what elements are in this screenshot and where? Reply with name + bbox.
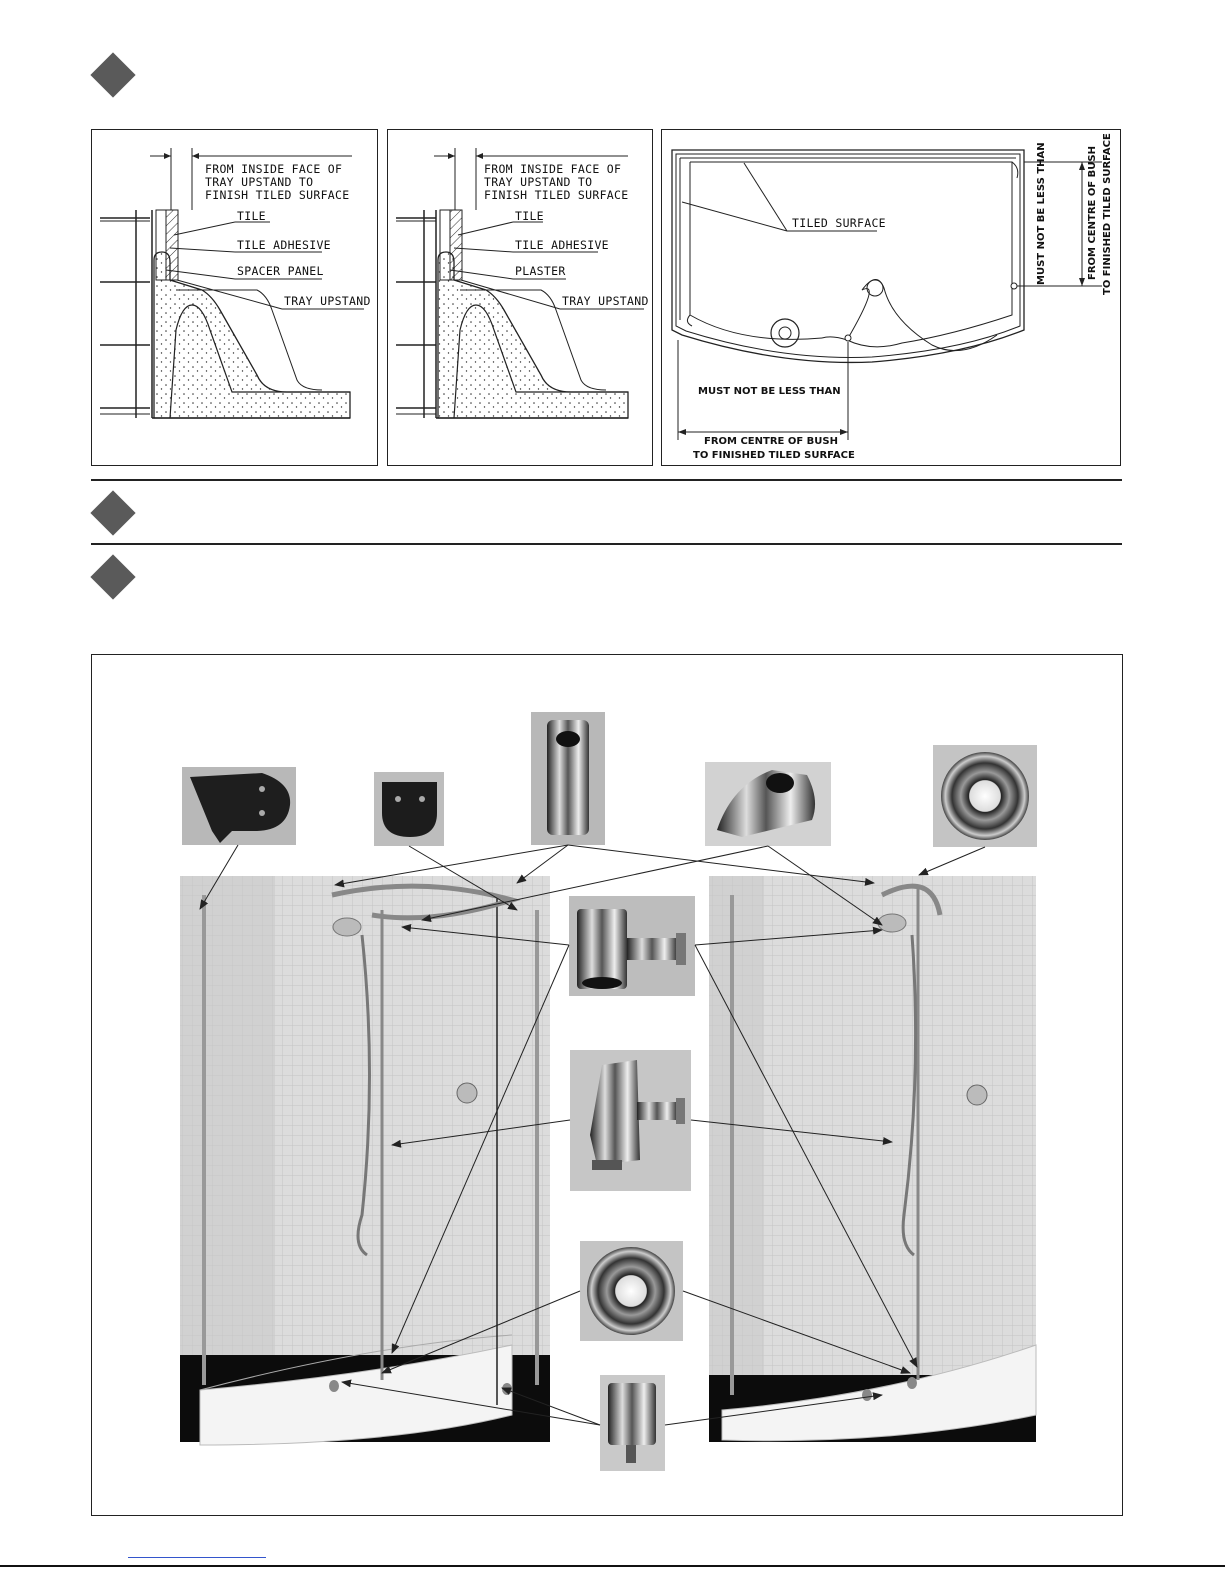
label-spacer-panel: SPACER PANEL [237, 264, 324, 278]
component-wall-bracket-flat [182, 767, 296, 845]
component-rosette-bottom [580, 1241, 683, 1341]
plan-view-diagram [661, 129, 1121, 466]
label-tile-adhesive: TILE ADHESIVE [515, 238, 609, 252]
shower-photo-right [709, 876, 1036, 1442]
section-marker-1 [90, 52, 135, 97]
dim-note-line-2: TRAY UPSTAND TO [205, 175, 314, 189]
footer-rule [0, 1565, 1225, 1567]
dim-note-line-2: TRAY UPSTAND TO [484, 175, 593, 189]
component-floor-fixing [600, 1375, 665, 1471]
dim-note-line-1: FROM INSIDE FACE OF [205, 162, 343, 176]
label-side-from-1: FROM CENTRE OF BUSH [1087, 146, 1098, 280]
section-marker-2 [90, 490, 135, 535]
components-photo-panel [91, 654, 1123, 1516]
label-bottom-from-2: TO FINISHED TILED SURFACE [693, 450, 855, 461]
label-plaster: PLASTER [515, 264, 566, 278]
section-detail-plaster [387, 129, 653, 466]
shower-photo-left [180, 876, 550, 1445]
section-divider-1 [91, 479, 1122, 481]
label-side-minimum: MUST NOT BE LESS THAN [1036, 142, 1047, 285]
dim-note-line-3: FINISH TILED SURFACE [484, 188, 629, 202]
section-divider-2 [91, 543, 1122, 545]
section-detail-spacer-panel [91, 129, 378, 466]
label-tile-adhesive: TILE ADHESIVE [237, 238, 331, 252]
label-tiled-surface: TILED SURFACE [792, 216, 886, 230]
label-side-from-2: TO FINISHED TILED SURFACE [1102, 133, 1113, 295]
label-bottom-from-1: FROM CENTRE OF BUSH [704, 436, 838, 447]
dim-note-line-1: FROM INSIDE FACE OF [484, 162, 622, 176]
label-tile: TILE [515, 209, 544, 223]
component-rail-connector [531, 712, 605, 845]
component-tee-connector [569, 896, 695, 996]
component-slider-bracket [570, 1050, 691, 1191]
component-wall-bracket-round [374, 772, 444, 846]
label-bottom-minimum: MUST NOT BE LESS THAN [698, 386, 841, 397]
label-tray-upstand: TRAY UPSTAND [284, 294, 371, 308]
label-tray-upstand: TRAY UPSTAND [562, 294, 649, 308]
section-marker-3 [90, 554, 135, 599]
dim-note-line-3: FINISH TILED SURFACE [205, 188, 350, 202]
component-angled-bracket [705, 762, 831, 846]
component-rosette-top [933, 745, 1037, 847]
label-tile: TILE [237, 209, 266, 223]
footer-link-underline [128, 1557, 266, 1558]
